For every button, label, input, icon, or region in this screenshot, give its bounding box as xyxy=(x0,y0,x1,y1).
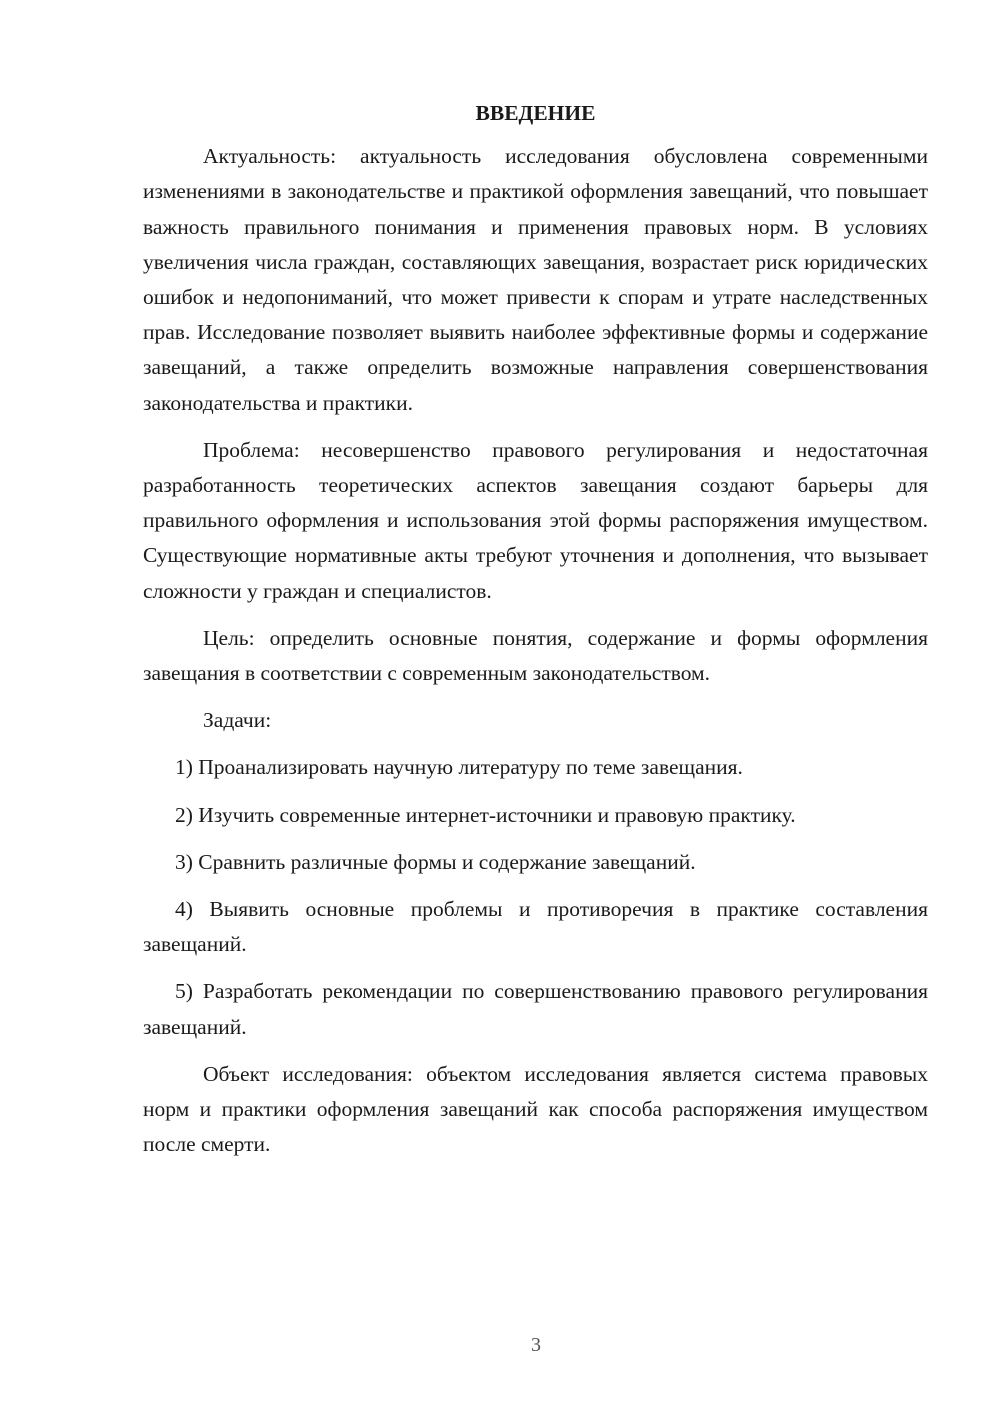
task-item: 4) Выявить основные проблемы и противоречия в практике составления завещаний. xyxy=(143,897,928,957)
task-item: 3) Сравнить различные формы и содержание завещаний. xyxy=(175,849,696,874)
task-item: 1) Проанализировать научную литературу по теме завещания. xyxy=(175,755,743,780)
paragraph-problem: Проблема: несовершенство правового регулирования и недостаточная разработанность теоретических аспектов завещания создают барьеры для правильного оформления и использования этой формы распоряжения имуществом. Существующие нормативные акты требуют уточнения и дополнения, что вызывает сложности у граждан и специалистов. xyxy=(143,437,928,603)
paragraph-goal: Цель: определить основные понятия, содержание и формы оформления завещания в соответствии с современным законодательством. xyxy=(143,625,928,686)
document-body xyxy=(143,96,928,1174)
paragraph-relevance: Актуальность: актуальность исследования обусловлена современными изменениями в законодательстве и практикой оформления завещаний, что повышает важность правильного понимания и применения правовых норм. В условиях увеличения числа граждан, составляющих завещания, возрастает риск юридических ошибок и недопониманий, что может привести к спорам и утрате наследственных прав. Исследование позволяет выявить наиболее эффективные формы и содержание завещаний, а также определить возможные направления совершенствования законодательства и практики. xyxy=(143,144,928,415)
page-number: 3 xyxy=(531,1334,541,1356)
paragraph-object: Объект исследования: объектом исследования является система правовых норм и практики оформления завещаний как способа распоряжения имуществом после смерти. xyxy=(143,1061,928,1157)
task-item: 2) Изучить современные интернет-источники и правовую практику. xyxy=(175,802,796,827)
section-title: ВВЕДЕНИЕ xyxy=(475,101,596,125)
task-item: 5) Разработать рекомендации по совершенствованию правового регулирования завещаний. xyxy=(143,979,928,1039)
tasks-heading: Задачи: xyxy=(203,708,272,733)
